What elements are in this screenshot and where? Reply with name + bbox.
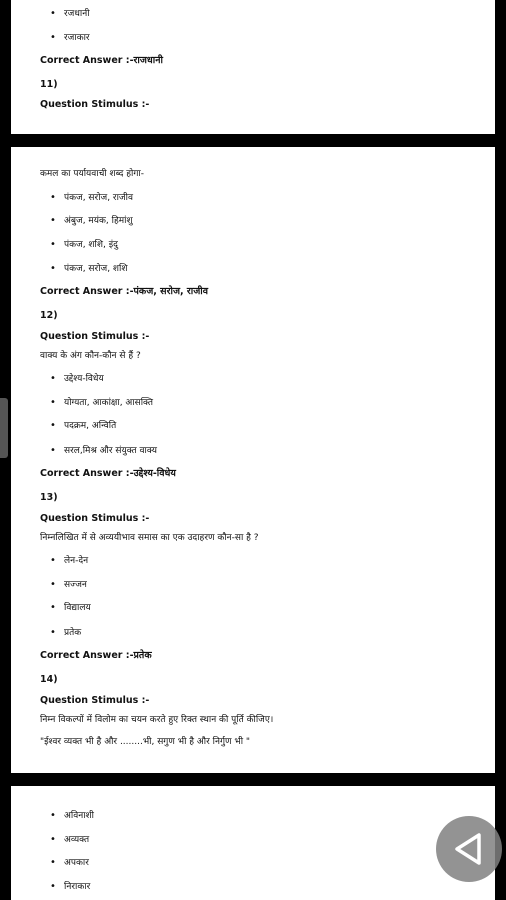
question-number: 13) (40, 492, 58, 503)
option-item: • रजधानी (50, 8, 90, 20)
question-number: 14) (40, 674, 58, 685)
question-number: 12) (40, 310, 58, 321)
option-item: • उद्देश्य-विधेय (50, 373, 104, 385)
page-1 (11, 0, 495, 134)
option-item: • अपकार (50, 857, 89, 869)
question-stimulus-label: Question Stimulus :- (40, 695, 150, 706)
option-item: • प्रतेक (50, 627, 81, 639)
option-item: • अविनाशी (50, 810, 94, 822)
option-item: • अव्यक्त (50, 834, 89, 846)
option-item: • सरल,मिश्र और संयुक्त वाक्य (50, 445, 157, 457)
correct-answer: Correct Answer :-पंकज, सरोज, राजीव (40, 286, 209, 297)
option-item: • पंकज, शशि, इंदु (50, 239, 118, 251)
question-text: निम्नलिखित में से अव्ययीभाव समास का एक उदाहरण कौन-सा है ? (40, 533, 259, 543)
back-triangle-icon (449, 829, 489, 869)
option-item: • निराकार (50, 881, 90, 893)
page-2 (11, 147, 495, 773)
option-item: • सज्जन (50, 579, 87, 591)
question-text: वाक्य के अंग कौन-कौन से हैं ? (40, 351, 141, 361)
option-item: • अंबुज, मयंक, हिमांशु (50, 215, 133, 227)
option-item: • पंकज, सरोज, शशि (50, 263, 128, 275)
question-stimulus-label: Question Stimulus :- (40, 331, 150, 342)
question-quote: "ईश्वर व्यक्त भी है और ........भी, सगुण भी है और निर्गुण भी " (40, 737, 251, 747)
option-item: • लेन-देन (50, 555, 88, 567)
option-item: • पदक्रम, अन्विति (50, 420, 116, 432)
page-3 (11, 786, 495, 900)
question-number: 11) (40, 79, 58, 90)
question-text: कमल का पर्यायवाची शब्द होगा- (40, 169, 144, 179)
correct-answer: Correct Answer :-प्रतेक (40, 650, 152, 661)
question-text: निम्न विकल्पों में विलोम का चयन करते हुए रिक्त स्थान की पूर्ति कीजिए। (40, 715, 274, 725)
correct-answer: Correct Answer :-राजधानी (40, 55, 163, 66)
option-item: • रजाकार (50, 32, 90, 44)
question-stimulus-label: Question Stimulus :- (40, 513, 150, 524)
option-item: • पंकज, सरोज, राजीव (50, 192, 133, 204)
option-item: • विद्यालय (50, 602, 91, 614)
side-drawer-handle[interactable] (0, 398, 8, 458)
correct-answer: Correct Answer :-उद्देश्य-विधेय (40, 468, 176, 479)
option-item: • योग्यता, आकांक्षा, आसक्ति (50, 397, 153, 409)
question-stimulus-label: Question Stimulus :- (40, 99, 150, 110)
back-button[interactable] (436, 816, 502, 882)
